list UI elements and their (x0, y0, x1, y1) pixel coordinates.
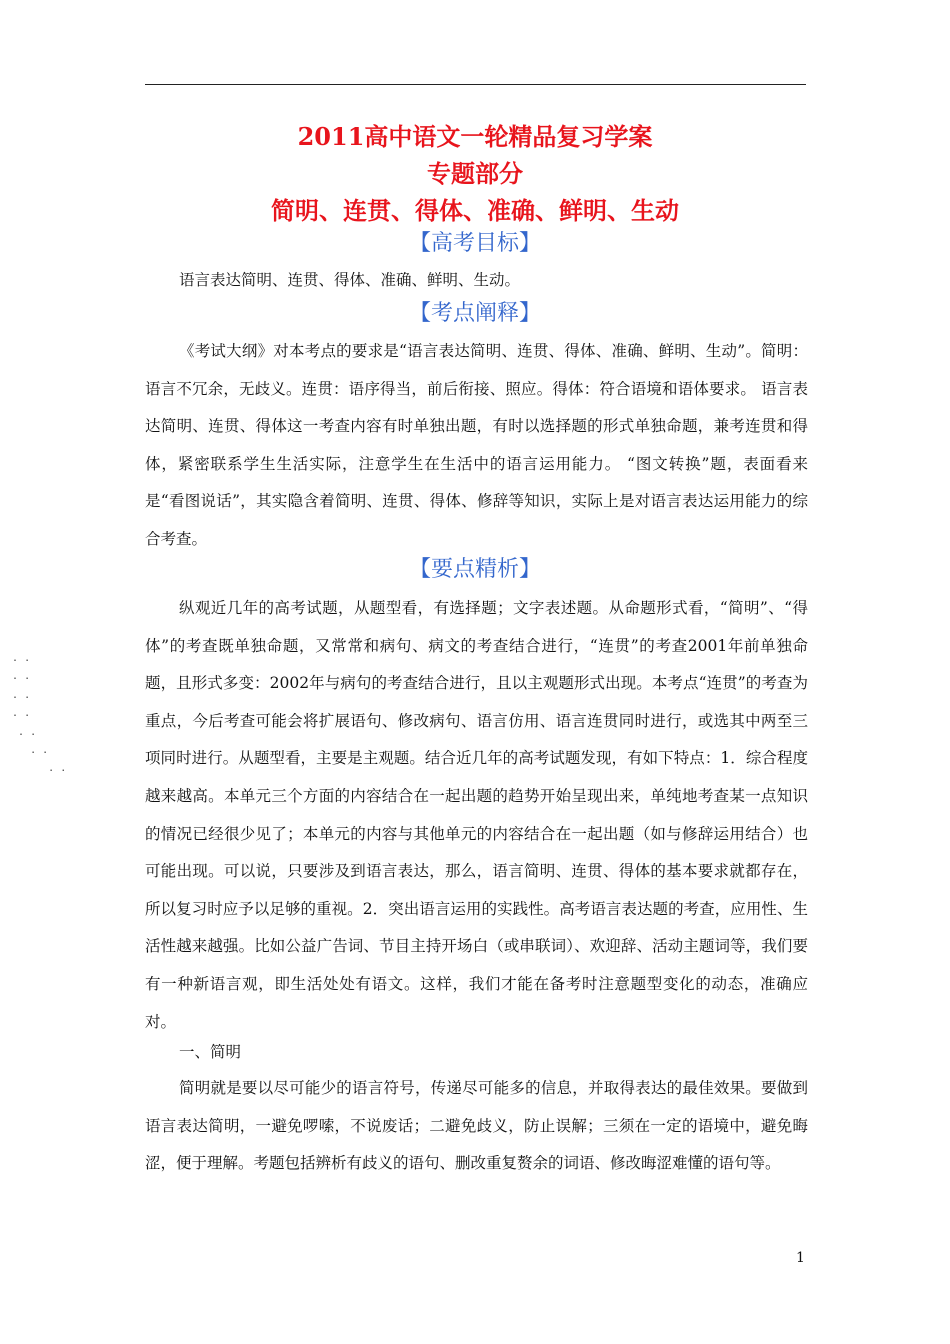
doc-subtitle: 专题部分 (427, 159, 523, 188)
page-number: 1 (796, 1250, 805, 1266)
doc-topic: 简明、连贯、得体、准确、鲜明、生动 (271, 196, 679, 225)
margin-marks: . . . . . . . . . . . . . . (12, 653, 67, 775)
goal-paragraph: 语言表达简明、连贯、得体、准确、鲜明、生动。 (179, 271, 521, 289)
doc-title: 2011高中语文一轮精品复习学案 (297, 122, 653, 151)
explain-paragraph: 《考试大纲》对本考点的要求是“语言表达简明、连贯、得体、准确、鲜明、生动”。简明：语言不冗余，无歧义。连贯：语序得当，前后衔接、照应。得体：符合语境和语体要求。 语言表达简明、连贯、得体这一考查内容有时单独出题，有时以选择题的形式单独命题，兼考连贯和得体，紧密联系学生生活实际，注意学生在生活中的语言运用能力。 “图文转换”题，表面看来是“看图说话”，其实隐含着简明、连贯、得体、修辞等知识，实际上是对语言表达运用能力的综合考查。 (145, 342, 808, 548)
subsection-paragraph: 简明就是要以尽可能少的语言符号，传递尽可能多的信息，并取得表达的最佳效果。要做到语言表达简明，一避免啰嗦，不说废话；二避免歧义，防止误解；三须在一定的语境中，避免晦涩，便于理解。考题包括辨析有歧义的语句、删改重复赘余的词语、修改晦涩难懂的语句等。 (145, 1079, 808, 1173)
analysis-paragraph: 纵观近几年的高考试题，从题型看，有选择题；文字表述题。从命题形式看，“简明”、“得体”的考查既单独命题，又常常和病句、病文的考查结合进行，“连贯”的考查2001年前单独命题，且形式多变：2002年与病句的考查结合进行，且以主观题形式出现。本考点“连贯”的考查为重点，今后考查可能会将扩展语句、修改病句、语言仿用、语言连贯同时进行，或选其中两至三项同时进行。从题型看，主要是主观题。结合近几年的高考试题发现，有如下特点：1．综合程度越来越高。本单元三个方面的内容结合在一起出题的趋势开始呈现出来，单纯地考查某一点知识的情况已经很少见了；本单元的内容与其他单元的内容结合在一起出题（如与修辞运用结合）也可能出现。可以说，只要涉及到语言表达，那么，语言简明、连贯、得体的基本要求就都存在，所以复习时应予以足够的重视。2．突出语言运用的实践性。高考语言表达题的考查，应用性、生活性越来越强。比如公益广告词、节目主持开场白（或串联词）、欢迎辞、活动主题词等，我们要有一种新语言观，即生活处处有语文。这样，我们才能在备考时注意题型变化的动态，准确应对。 (145, 599, 808, 1031)
goal-heading: 【高考目标】 (408, 231, 541, 256)
subsection-heading: 一、简明 (179, 1043, 242, 1061)
analysis-heading: 【要点精析】 (408, 557, 541, 582)
explain-heading: 【考点阐释】 (408, 301, 541, 326)
top-rule (145, 84, 806, 85)
